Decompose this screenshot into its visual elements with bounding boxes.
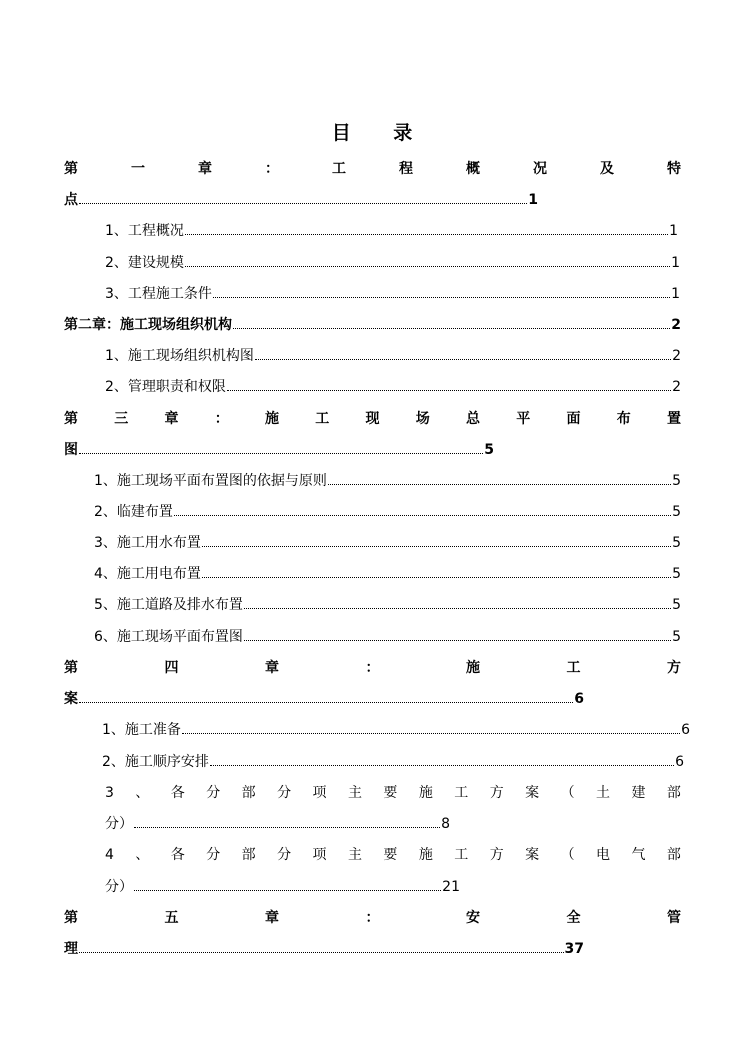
toc-entry-chapter-3[interactable] xyxy=(64,440,494,460)
page-number: 1 xyxy=(671,255,680,271)
heading-char: 四 xyxy=(164,660,179,676)
heading-char: 第 xyxy=(64,910,78,926)
entry-label: 1、施工现场组织机构图 xyxy=(105,348,254,364)
heading-char: （ xyxy=(560,785,575,801)
heading-char: 章 xyxy=(265,660,279,676)
dot-leader xyxy=(233,315,670,329)
chapter-1-heading[interactable] xyxy=(64,159,681,179)
heading-char: 安 xyxy=(466,910,480,926)
toc-entry-chapter-4[interactable] xyxy=(64,689,584,709)
page-number: 6 xyxy=(574,691,584,707)
heading-char: 及 xyxy=(600,161,614,177)
dot-leader xyxy=(244,595,671,609)
heading-char: 工 xyxy=(566,660,581,676)
heading-char: 案 xyxy=(525,847,540,863)
heading-char: 置 xyxy=(667,411,681,427)
page-number: 5 xyxy=(672,473,681,489)
heading-char: 方 xyxy=(489,785,504,801)
heading-char: 建 xyxy=(631,785,646,801)
heading-char: 分 xyxy=(206,847,221,863)
heading-char: ： xyxy=(365,910,380,926)
page-number: 5 xyxy=(484,442,494,458)
heading-char: 程 xyxy=(399,161,413,177)
heading-char: 案 xyxy=(525,785,540,801)
heading-char: 施 xyxy=(265,411,279,427)
dot-leader xyxy=(185,253,670,267)
heading-char: 气 xyxy=(631,847,646,863)
page-number: 5 xyxy=(672,535,681,551)
heading-char: 况 xyxy=(533,161,547,177)
toc-entry[interactable] xyxy=(94,595,681,615)
dot-leader xyxy=(244,627,671,641)
heading-char: 4 xyxy=(105,847,114,863)
heading-char: 第 xyxy=(64,161,78,177)
toc-entry-3-heading[interactable] xyxy=(105,783,681,803)
heading-char: 面 xyxy=(566,411,581,427)
toc-entry[interactable] xyxy=(102,720,690,740)
chapter-4-heading[interactable] xyxy=(64,658,681,678)
heading-char: 工 xyxy=(332,161,346,177)
heading-char: 分 xyxy=(277,785,292,801)
toc-entry[interactable] xyxy=(105,221,678,241)
entry-label: 3、施工用水布置 xyxy=(94,535,201,551)
heading-char: 部 xyxy=(241,785,256,801)
heading-char: 施 xyxy=(418,847,433,863)
heading-char: 部 xyxy=(241,847,256,863)
heading-char: 场 xyxy=(415,411,430,427)
heading-char: 施 xyxy=(418,785,433,801)
heading-char: 特 xyxy=(667,161,681,177)
heading-char: 、 xyxy=(135,785,150,801)
toc-entry[interactable] xyxy=(102,752,684,772)
heading-char: 章 xyxy=(265,910,279,926)
heading-char: 一 xyxy=(131,161,145,177)
dot-leader xyxy=(79,440,483,454)
heading-char: 总 xyxy=(466,411,480,427)
toc-entry[interactable] xyxy=(94,502,681,522)
page-number: 2 xyxy=(672,348,681,364)
entry-label: 3、工程施工条件 xyxy=(105,286,212,302)
entry-label: 2、施工顺序安排 xyxy=(102,754,209,770)
heading-char: 第 xyxy=(64,411,78,427)
page-number: 5 xyxy=(672,566,681,582)
entry-label: 点 xyxy=(64,192,78,208)
dot-leader xyxy=(79,190,527,204)
toc-entry[interactable] xyxy=(94,627,681,647)
entry-label: 第二章：施工现场组织机构 xyxy=(64,317,232,333)
toc-entry[interactable] xyxy=(105,284,680,304)
page-number: 5 xyxy=(672,629,681,645)
page-number: 1 xyxy=(669,223,678,239)
heading-char: 主 xyxy=(347,847,362,863)
heading-char: 部 xyxy=(666,847,681,863)
toc-entry[interactable] xyxy=(105,346,681,366)
page-number: 8 xyxy=(441,816,450,832)
entry-label: 1、工程概况 xyxy=(105,223,184,239)
heading-char: 土 xyxy=(596,785,611,801)
heading-char: 主 xyxy=(347,785,362,801)
toc-entry-chapter-5[interactable] xyxy=(64,939,584,959)
dot-leader xyxy=(182,720,680,734)
toc-entry[interactable] xyxy=(105,377,681,397)
toc-entry[interactable] xyxy=(94,564,681,584)
entry-label: 4、施工用电布置 xyxy=(94,566,201,582)
heading-char: 管 xyxy=(667,910,681,926)
dot-leader xyxy=(79,939,564,953)
dot-leader xyxy=(134,814,440,828)
dot-leader xyxy=(79,689,573,703)
toc-entry-chapter-2[interactable] xyxy=(64,315,681,335)
heading-char: 方 xyxy=(489,847,504,863)
heading-char: ： xyxy=(365,660,380,676)
heading-char: 平 xyxy=(516,411,531,427)
heading-char: 项 xyxy=(312,847,327,863)
toc-entry[interactable] xyxy=(94,533,681,553)
entry-label: 2、管理职责和权限 xyxy=(105,379,226,395)
heading-char: 各 xyxy=(170,785,185,801)
entry-label: 1、施工现场平面布置图的依据与原则 xyxy=(94,473,327,489)
toc-entry[interactable] xyxy=(105,814,450,834)
dot-leader xyxy=(134,877,441,891)
entry-label: 2、建设规模 xyxy=(105,255,184,271)
heading-char: 、 xyxy=(135,847,150,863)
page-number: 5 xyxy=(672,597,681,613)
heading-char: 要 xyxy=(383,785,398,801)
heading-char: 章 xyxy=(164,411,179,427)
heading-char: 部 xyxy=(666,785,681,801)
heading-char: 工 xyxy=(454,847,469,863)
page-number: 2 xyxy=(672,379,681,395)
dot-leader xyxy=(210,752,674,766)
toc-entry-chapter-1[interactable] xyxy=(64,190,538,210)
heading-char: 三 xyxy=(114,411,129,427)
heading-char: 施 xyxy=(466,660,480,676)
dot-leader xyxy=(227,377,671,391)
heading-char: 3 xyxy=(105,785,114,801)
page-number: 5 xyxy=(672,504,681,520)
entry-label: 1、施工准备 xyxy=(102,722,181,738)
page-number: 1 xyxy=(528,192,538,208)
page-number: 6 xyxy=(681,722,690,738)
heading-char: 分 xyxy=(277,847,292,863)
toc-entry-4-heading[interactable] xyxy=(105,845,681,865)
entry-label: 2、临建布置 xyxy=(94,504,173,520)
heading-char: 章 xyxy=(198,161,212,177)
toc-entry[interactable] xyxy=(105,877,460,897)
heading-char: 布 xyxy=(616,411,631,427)
entry-label: 分） xyxy=(105,879,133,895)
heading-char: 要 xyxy=(383,847,398,863)
page-number: 6 xyxy=(675,754,684,770)
entry-label: 分） xyxy=(105,816,133,832)
page-number: 21 xyxy=(442,879,460,895)
dot-leader xyxy=(255,346,671,360)
toc-title: 目 录 xyxy=(331,122,431,144)
heading-char: 全 xyxy=(566,910,581,926)
dot-leader xyxy=(213,284,670,298)
heading-char: 概 xyxy=(466,161,480,177)
page-number: 37 xyxy=(564,941,584,957)
heading-char: 第 xyxy=(64,660,78,676)
heading-char: 各 xyxy=(170,847,185,863)
heading-char: 电 xyxy=(596,847,611,863)
heading-char: （ xyxy=(560,847,575,863)
dot-leader xyxy=(174,502,671,516)
dot-leader xyxy=(185,221,668,235)
chapter-3-heading[interactable] xyxy=(64,409,681,429)
heading-char: 分 xyxy=(206,785,221,801)
entry-label: 案 xyxy=(64,691,78,707)
dot-leader xyxy=(328,471,671,485)
heading-char: 工 xyxy=(454,785,469,801)
page-number: 2 xyxy=(671,317,681,333)
heading-char: 方 xyxy=(667,660,681,676)
entry-label: 5、施工道路及排水布置 xyxy=(94,597,243,613)
heading-char: ： xyxy=(265,161,279,177)
heading-char: 现 xyxy=(365,411,380,427)
toc-entry[interactable] xyxy=(105,253,680,273)
page-number: 1 xyxy=(671,286,680,302)
dot-leader xyxy=(202,564,671,578)
chapter-5-heading[interactable] xyxy=(64,908,681,928)
entry-label: 6、施工现场平面布置图 xyxy=(94,629,243,645)
heading-char: 项 xyxy=(312,785,327,801)
heading-char: ： xyxy=(214,411,229,427)
entry-label: 理 xyxy=(64,941,78,957)
toc-entry[interactable] xyxy=(94,471,681,491)
heading-char: 工 xyxy=(315,411,330,427)
entry-label: 图 xyxy=(64,442,78,458)
heading-char: 五 xyxy=(164,910,179,926)
dot-leader xyxy=(202,533,671,547)
